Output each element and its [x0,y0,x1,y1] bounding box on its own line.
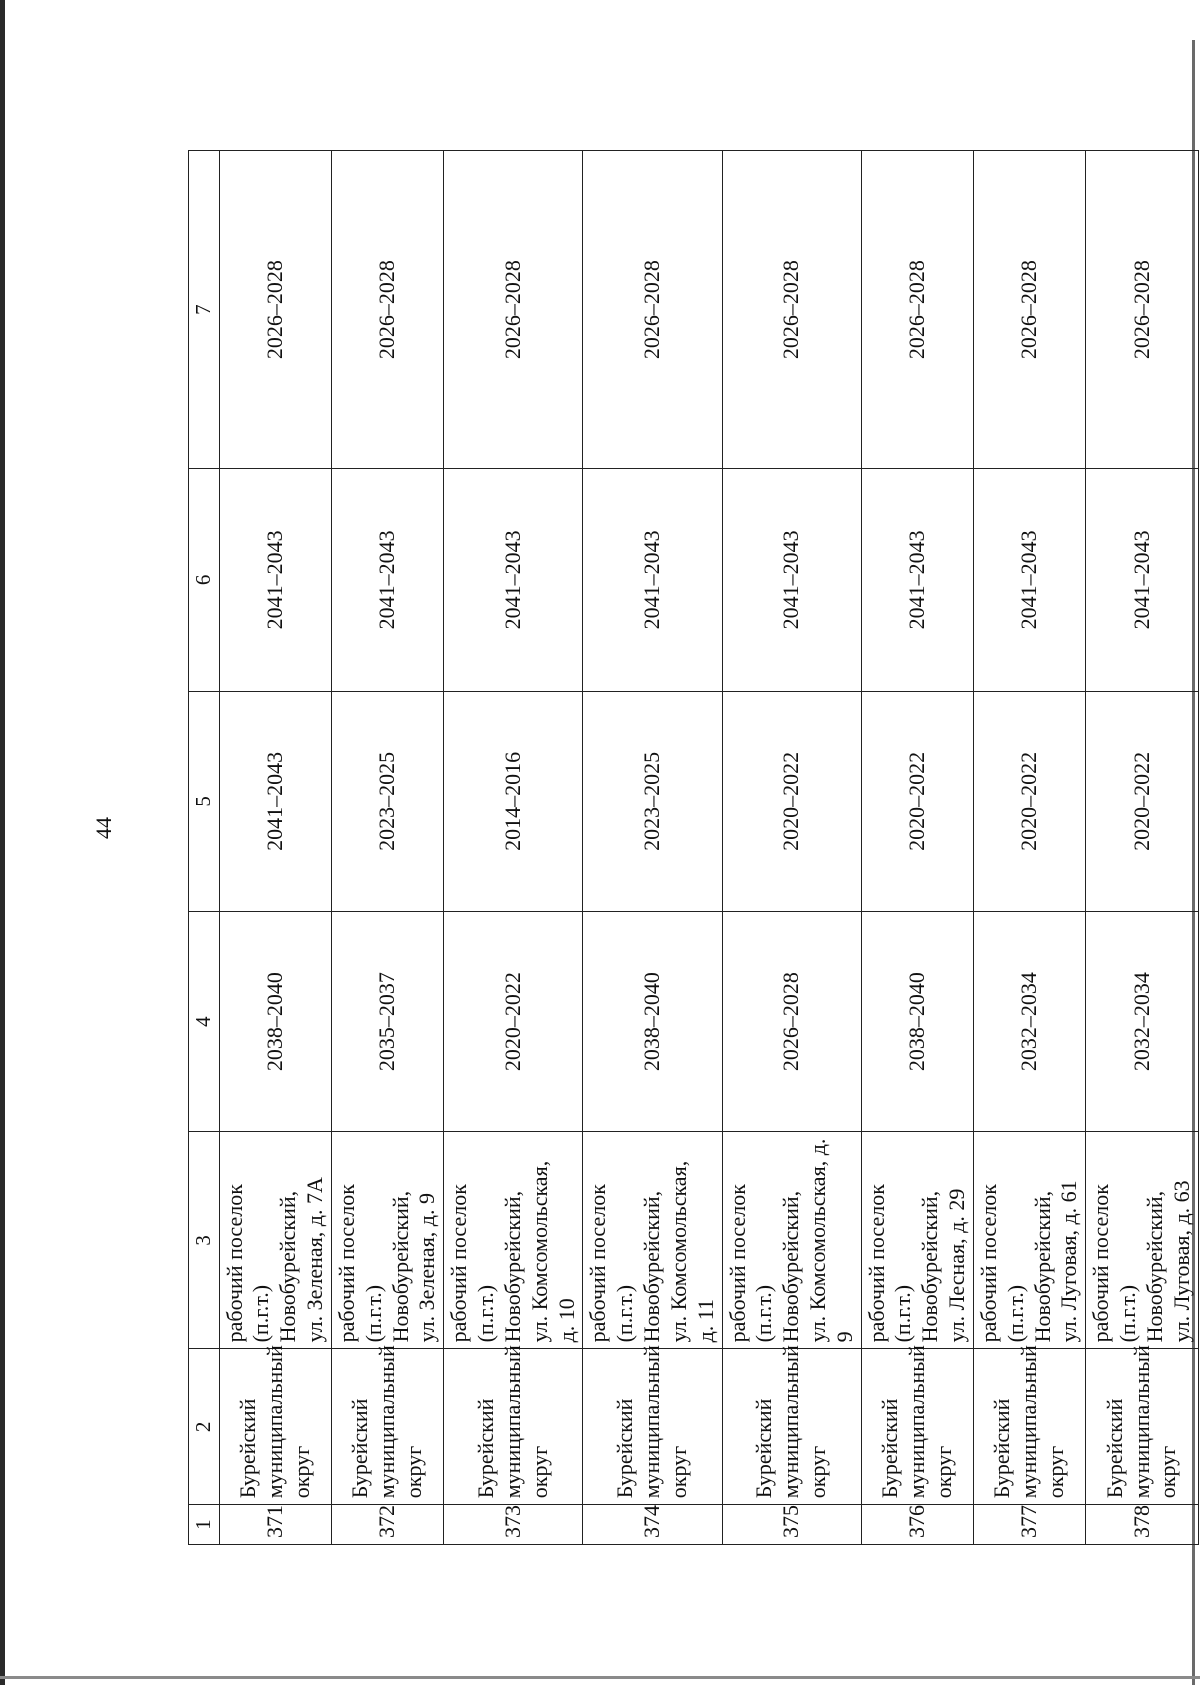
district-cell [444,1345,583,1505]
address-cell-line: рабочий поселок (п.г.т.) [221,1184,274,1343]
address-cell-line: рабочий поселок (п.г.т.) [333,1184,386,1343]
address-cell [722,1132,861,1349]
district-cell-line: муниципальный [903,1345,929,1499]
address-cell [444,1132,583,1349]
row-number-cell: 373 [444,1505,583,1545]
district-cell [219,1345,331,1505]
table-row [583,151,722,1545]
column-number-row [189,151,220,1545]
district-cell [1086,1345,1198,1505]
district-cell-line: Бурейский [1101,1398,1127,1499]
address-cell-line: д. 10 [553,1298,579,1343]
address-cell [219,1132,331,1349]
district-cell-line: муниципальный [261,1345,287,1499]
district-cell-line: округ [805,1445,830,1499]
address-cell-line: ул. Зеленая, д. 9 [414,1192,440,1343]
district-cell-line: округ [526,1445,552,1499]
period-cell: 2023–2025 [331,691,443,911]
period-cell: 2026–2028 [861,151,973,469]
period-cell: 2026–2028 [219,151,331,469]
address-cell-line: рабочий поселок (п.г.т.) [585,1184,638,1343]
address-cell [331,1132,443,1349]
district-cell-line: Бурейский [877,1398,903,1499]
period-cell: 2041–2043 [331,469,443,691]
address-cell-line: ул. Зеленая, д. 7А [302,1177,328,1343]
table-row [861,151,973,1545]
address-cell-line: ул. Лесная, д. 29 [944,1188,970,1343]
address-cell-line: ул. Комсомольская, д. 9 [805,1138,857,1343]
scan-edge-left [0,0,5,1685]
address-cell-line: Новобурейский, [778,1190,804,1343]
district-cell-line: Бурейский [612,1398,638,1499]
address-cell-line: Новобурейский, [387,1190,413,1343]
table-row [444,151,583,1545]
period-cell: 2038–2040 [861,911,973,1131]
address-cell-line: Новобурейский, [275,1190,301,1343]
district-cell-line: округ [930,1445,956,1499]
address-cell [583,1132,722,1349]
period-cell: 2041–2043 [861,469,973,691]
address-cell [861,1132,973,1349]
column-number: 3 [189,1132,220,1349]
rotated-table-wrapper [188,150,1194,1545]
period-cell: 2020–2022 [1086,691,1198,911]
period-cell: 2020–2022 [722,691,861,911]
district-cell-line: Бурейский [347,1398,373,1499]
period-cell: 2041–2043 [583,469,722,691]
scan-edge-bottom [0,1676,1200,1679]
period-cell: 2026–2028 [444,151,583,469]
column-number: 7 [189,151,220,469]
period-cell: 2026–2028 [973,151,1085,469]
period-cell: 2026–2028 [722,911,861,1131]
district-cell [861,1345,973,1505]
address-cell-line: Новобурейский, [639,1190,665,1343]
table-row [331,151,443,1545]
address-cell-line: д. 11 [692,1299,718,1343]
district-cell [583,1345,722,1505]
period-cell: 2041–2043 [444,469,583,691]
row-number-cell: 375 [722,1505,861,1545]
table-row [219,151,331,1545]
address-cell-line: рабочий поселок (п.г.т.) [1088,1184,1141,1343]
district-cell-line: Бурейский [751,1398,777,1499]
period-cell: 2023–2025 [583,691,722,911]
address-cell [973,1132,1085,1349]
district-cell-line: муниципальный [639,1345,665,1499]
district-cell-line: округ [288,1445,314,1499]
period-cell: 2041–2043 [219,691,331,911]
period-cell: 2032–2034 [973,911,1085,1131]
address-cell-line: ул. Комсомольская, [665,1160,691,1343]
page-number: 44 [91,817,116,839]
period-cell: 2014–2016 [444,691,583,911]
district-cell [722,1345,861,1505]
address-cell-line: рабочий поселок (п.г.т.) [975,1184,1028,1343]
district-cell-line: муниципальный [1128,1345,1154,1499]
period-cell: 2041–2043 [219,469,331,691]
district-cell-line: муниципальный [499,1345,525,1499]
period-cell: 2026–2028 [331,151,443,469]
district-cell-line: Бурейский [235,1398,261,1499]
district-cell [973,1345,1085,1505]
period-cell: 2026–2028 [583,151,722,469]
address-cell-line: ул. Комсомольская, [526,1160,552,1343]
period-cell: 2026–2028 [1086,151,1198,469]
period-cell: 2026–2028 [722,151,861,469]
period-cell: 2041–2043 [1086,469,1198,691]
address-cell-line: Новобурейский, [1141,1190,1167,1343]
column-number: 2 [189,1349,220,1505]
table-row [1086,151,1198,1545]
address-cell-line: рабочий поселок (п.г.т.) [863,1184,916,1343]
address-cell [1086,1132,1198,1349]
period-cell: 2020–2022 [444,911,583,1131]
district-cell-line: округ [1155,1445,1181,1499]
table-body [219,151,1198,1545]
address-cell-line: ул. Луговая, д. 61 [1056,1180,1082,1343]
district-cell-line: округ [665,1445,691,1499]
column-number: 1 [189,1505,220,1545]
row-number-cell: 371 [219,1505,331,1545]
address-cell-line: Новобурейский, [499,1190,525,1343]
address-cell-line: рабочий поселок (п.г.т.) [724,1184,777,1343]
district-cell [331,1345,443,1505]
period-cell: 2041–2043 [722,469,861,691]
period-cell: 2038–2040 [583,911,722,1131]
row-number-cell: 377 [973,1505,1085,1545]
period-cell: 2038–2040 [219,911,331,1131]
district-cell-line: Бурейский [473,1398,499,1499]
district-cell-line: Бурейский [989,1398,1015,1499]
address-cell-line: Новобурейский, [1029,1190,1055,1343]
period-cell: 2020–2022 [973,691,1085,911]
column-number: 5 [189,691,220,911]
address-cell-line: рабочий поселок (п.г.т.) [446,1184,499,1343]
period-cell: 2032–2034 [1086,911,1198,1131]
column-number: 6 [189,469,220,691]
row-number-cell: 374 [583,1505,722,1545]
district-cell-line: муниципальный [374,1345,400,1499]
district-cell-line: округ [1043,1445,1069,1499]
address-cell-line: ул. Луговая, д. 63 [1168,1180,1194,1343]
row-number-cell: 378 [1086,1505,1198,1545]
period-cell: 2035–2037 [331,911,443,1131]
address-cell-line: Новобурейский, [917,1190,943,1343]
district-cell-line: муниципальный [1016,1345,1042,1499]
row-number-cell: 372 [331,1505,443,1545]
period-cell: 2041–2043 [973,469,1085,691]
schedule-table [188,150,1199,1545]
table-row [722,151,861,1545]
district-cell-line: муниципальный [778,1345,804,1499]
district-cell-line: округ [400,1445,426,1499]
row-number-cell: 376 [861,1505,973,1545]
table-row [973,151,1085,1545]
period-cell: 2020–2022 [861,691,973,911]
column-number: 4 [189,911,220,1131]
